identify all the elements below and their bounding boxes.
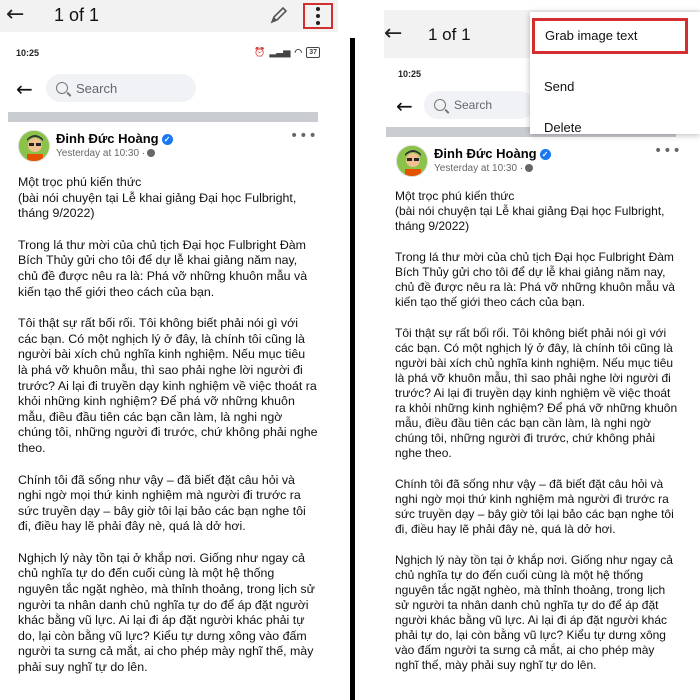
status-time: 10:25 (398, 69, 422, 79)
verified-badge-icon: ✓ (162, 134, 173, 145)
wifi-icon: ◠ (294, 47, 303, 57)
post-paragraph: Trong lá thư mời của chủ tịch Đại học Fulbright Đàm Bích Thủy gửi cho tôi để dự lễ khai giảng năm nay, chủ đề được nêu ra là: Phá vỡ những khuôn mẫu và kiến tạo thế giới theo cách của bạn. (18, 237, 308, 299)
alarm-icon: ⏰ (254, 47, 266, 57)
pen-icon[interactable] (268, 4, 290, 26)
post-author[interactable]: Đinh Đức Hoàng ✓ (56, 131, 173, 146)
globe-icon (525, 164, 533, 172)
verified-badge-icon: ✓ (540, 149, 551, 160)
post-paragraph: Một trọc phú kiến thức (bài nói chuyện tại Lễ khai giảng Đại học Fulbright, tháng 9/2022) (18, 175, 297, 221)
image-counter: 1 of 1 (428, 25, 471, 44)
avatar-image (19, 131, 50, 162)
facebook-nav-bar (0, 71, 338, 105)
post-timestamp: Yesterday at 10:30 · (56, 148, 155, 159)
menu-item-delete[interactable]: Delete (544, 120, 582, 135)
post-body (18, 175, 318, 692)
search-icon (56, 82, 68, 94)
post-timestamp: Yesterday at 10:30 · (434, 163, 533, 174)
post-paragraph: Nghịch lý này tồn tại ở khắp nơi. Giống như ngay cả chủ nghĩa tự do đến cuối cùng là một hệ thống nguyên tắc ngặt nghèo, mà thỉnh thoảng, trong lịch sử người ta nhân danh chủ nghĩa tự do để áp đặt người khác bằng vũ lực. Ai lại đi áp đặt người khác phải tự do, lại còn bằng vũ lực? Kiểu tự dưng xông vào đấm người ta sưng cả mắt, ai cho phép mày nghĩ thế, mày phải suy nghĩ tự do lên. (395, 553, 673, 672)
signal-icon: ▂▃▅ (269, 47, 291, 57)
left-screenshot-panel (0, 0, 338, 700)
image-counter: 1 of 1 (54, 5, 100, 25)
globe-icon (147, 149, 155, 157)
menu-item-send[interactable]: Send (544, 79, 575, 94)
post-paragraph: Tôi thật sự rất bối rối. Tôi không biết phải nói gì với các bạn. Có một nghịch lý ở đây, là chính tôi cũng là người bài xích chủ nghĩa kinh nghiệm. Nếu mục tiêu là phá vỡ khuôn mẫu, thì sao phải nghe lời người đi trước? Ai lại đi truyền dạy kinh nghiệm về việc thoát ra khỏi những kinh nghiệm? Để phá vỡ những khuôn mẫu, điều đầu tiên các bạn cần làm, là nghi ngờ chúng tôi, những người đi trước, chứ không phải nghe theo. (395, 326, 678, 460)
battery-icon: 37 (306, 47, 320, 58)
status-icons (254, 47, 320, 58)
content-divider-strip (8, 112, 318, 122)
post-paragraph: Một trọc phú kiến thức (bài nói chuyện tại Lễ khai giảng Đại học Fulbright, tháng 9/2022) (395, 189, 665, 233)
avatar[interactable] (396, 145, 428, 177)
more-options-button[interactable] (303, 3, 333, 29)
avatar-image (397, 146, 428, 177)
post-body (395, 189, 680, 689)
search-placeholder: Search (454, 98, 493, 112)
search-placeholder: Search (76, 80, 118, 96)
post-paragraph: Chính tôi đã sống như vậy – đã biết đặt câu hỏi và nghi ngờ mọi thứ kinh nghiệm mà người đi trước ra sức truyền dạy – bây giờ tôi lại bảo các bạn nghe tôi đi, điều hay lẽ phải đây nè, quá là dở hơi. (18, 472, 306, 534)
post-paragraph: Trong lá thư mời của chủ tịch Đại học Fulbright Đàm Bích Thủy gửi cho tôi để dự lễ khai giảng năm nay, chủ đề được nêu ra là: Phá vỡ những khuôn mẫu và kiến tạo thế giới theo cách của bạn. (395, 250, 675, 309)
search-input[interactable] (424, 91, 534, 119)
avatar[interactable] (18, 130, 50, 162)
panel-divider (350, 38, 355, 700)
post-header (396, 145, 686, 185)
back-arrow-icon[interactable]: ← (6, 2, 25, 27)
post-more-icon[interactable]: ••• (290, 128, 318, 144)
post-paragraph: Chính tôi đã sống như vậy – đã biết đặt câu hỏi và nghi ngờ mọi thứ kinh nghiệm mà người đi trước ra sức truyền dạy – bây giờ tôi lại bảo các bạn nghe tôi đi, điều hay lẽ phải đây nè, quá là dở hơi. (395, 477, 674, 536)
search-input[interactable] (46, 74, 196, 102)
image-viewer-toolbar (0, 0, 338, 32)
back-arrow-icon[interactable]: ← (384, 21, 403, 46)
menu-item-grab-image-text[interactable]: Grab image text (532, 18, 688, 54)
post-paragraph: Nghịch lý này tồn tại ở khắp nơi. Giống như ngay cả chủ nghĩa tự do đến cuối cùng là một hệ thống nguyên tắc ngặt nghèo, mà thỉnh thoảng, trong lịch sử người ta nhân danh chủ nghĩa tự do để áp đặt người khác bằng vũ lực. Ai lại đi áp đặt người khác phải tự do, lại còn bằng vũ lực? Kiểu tự dưng xông vào đấm người ta sưng cả mắt, ai cho phép mày nghĩ thế, mày phải suy nghĩ tự do lên. (18, 550, 315, 675)
back-arrow-icon[interactable]: ← (396, 94, 413, 118)
status-time: 10:25 (16, 48, 40, 58)
back-arrow-icon[interactable]: ← (16, 77, 33, 101)
post-author[interactable]: Đinh Đức Hoàng ✓ (434, 146, 551, 161)
post-paragraph: Tôi thật sự rất bối rối. Tôi không biết phải nói gì với các bạn. Có một nghịch lý ở đây, là chính tôi cũng là người bài xích chủ nghĩa kinh nghiệm. Nếu mục tiêu là phá vỡ khuôn mẫu, thì sao phải nghe lời người đi trước? Ai lại đi truyền dạy kinh nghiệm về việc thoát ra khỏi những kinh nghiệm? Để phá vỡ những khuôn mẫu, điều đầu tiên các bạn cần làm, là nghi ngờ chúng tôi, những người đi trước, chứ không phải nghe theo. (18, 316, 318, 455)
vertical-dots-icon (316, 7, 320, 25)
post-header (18, 128, 318, 170)
phone-status-bar (0, 43, 338, 65)
overflow-menu (530, 12, 700, 134)
search-icon (434, 99, 446, 111)
post-more-icon[interactable]: ••• (654, 143, 682, 159)
